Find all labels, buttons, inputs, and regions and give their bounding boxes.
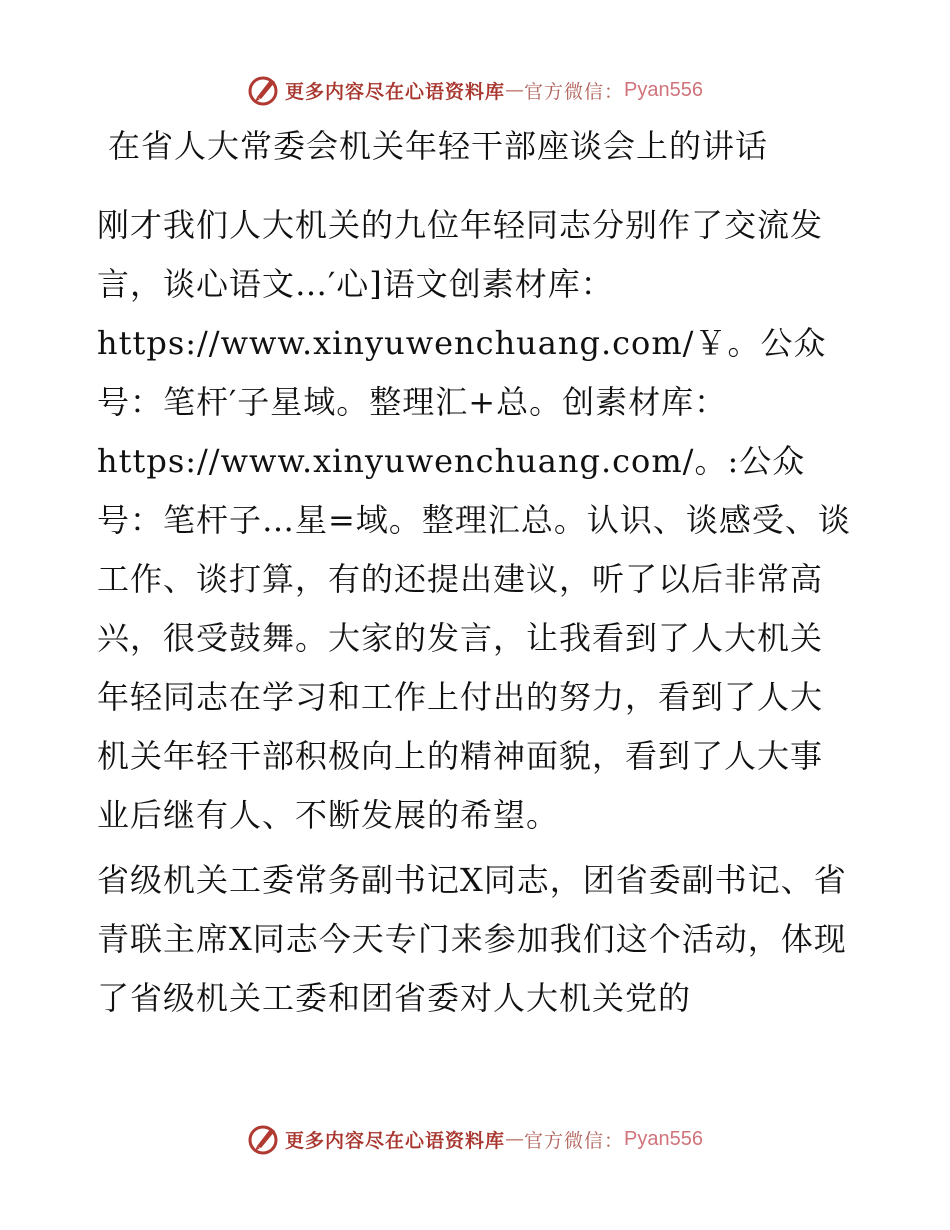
quill-logo-icon	[247, 73, 281, 107]
banner-wechat-label: 官方微信：	[524, 1129, 625, 1152]
banner-wechat-id: Pyan556	[624, 1127, 703, 1150]
paragraph-2: 省级机关工委常务副书记X同志，团省委副书记、省青联主席X同志今天专门来参加我们这个活动，体现了省级机关工委和团省委对人大机关党的	[97, 861, 847, 1017]
banner-slogan: 更多内容尽在心语资料库	[285, 80, 506, 103]
header-banner	[0, 70, 950, 110]
paragraph-1: 刚才我们人大机关的九位年轻同志分别作了交流发言，谈心语文…′心]语文创素材库：https://www.xinyuwenchuang.com/￥。公众号：笔杆′子星域。整理汇+总。创素材库：https://www.xinyuwenchuang.com/。:公众号：笔杆子…星=域。整理汇总。认识、谈感受、谈工作、谈打算，有的还提出建议，听了以后非常高兴，很受鼓舞。大家的发言，让我看到了人大机关年轻同志在学习和工作上付出的努力，看到了人大机关年轻干部积极向上的精神面貌，看到了人大事业后继有人、不断发展的希望。	[97, 206, 851, 834]
banner-separator: —	[505, 79, 525, 101]
banner-slogan: 更多内容尽在心语资料库	[285, 1129, 506, 1152]
banner-separator: —	[505, 1128, 525, 1150]
banner-wechat-label: 官方微信：	[524, 80, 625, 103]
footer-banner	[0, 1119, 950, 1159]
document-title: 在省人大常委会机关年轻干部座谈会上的讲话	[108, 127, 769, 165]
quill-logo-icon	[247, 1122, 281, 1156]
banner-wechat-id: Pyan556	[624, 78, 703, 101]
